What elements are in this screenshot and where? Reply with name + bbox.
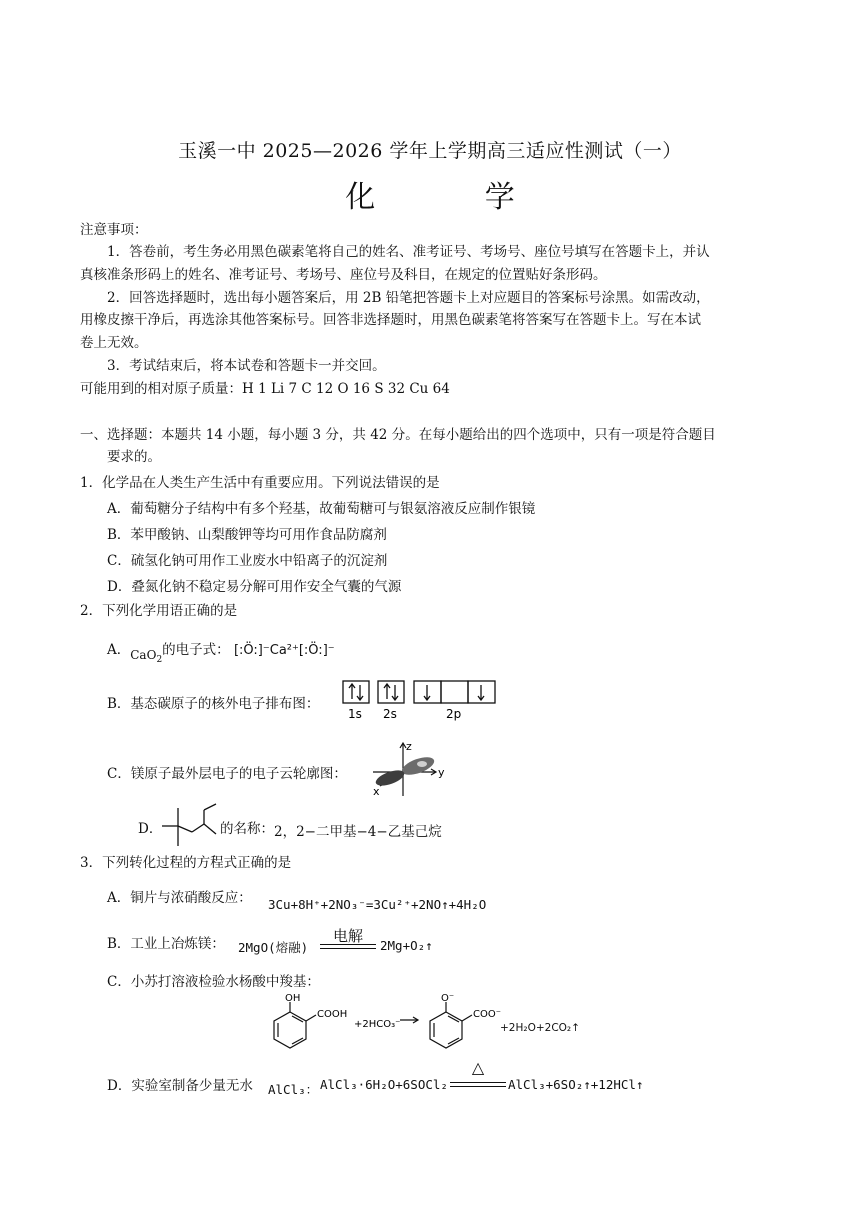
q2-d-name: 2，2−二甲基−4−乙基己烷 bbox=[274, 824, 442, 840]
q2-option-b bbox=[107, 692, 319, 712]
product-phenoxide-label: O⁻ bbox=[441, 993, 455, 1004]
section-intro-a: 一、选择题：本题共 14 小题，每小题 3 分，共 42 分。在每小题给出的四个选项中，只有一项是符合题目 bbox=[80, 427, 716, 443]
q1-option-d: D．叠氮化钠不稳定易分解可用作安全气囊的气源 bbox=[107, 579, 402, 595]
q3-option-b-label: B．工业上冶炼镁： bbox=[107, 936, 225, 952]
orbital-diagram bbox=[340, 678, 500, 722]
q2-option-a bbox=[107, 638, 335, 665]
exam-title: 玉溪一中 2025—2026 学年上学期高三适应性测试（一） bbox=[178, 140, 682, 162]
subject-title: 化 学 bbox=[345, 180, 565, 215]
q2-option-d bbox=[220, 817, 442, 840]
note-2a: 2．回答选择题时，选出每小题答案后，用 2B 铅笔把答题卡上对应题目的答案标号涂黑。如需改动， bbox=[107, 290, 710, 306]
equilibrium-line-top bbox=[320, 944, 376, 945]
skeletal-formula-structure bbox=[158, 802, 220, 848]
q2-option-c bbox=[107, 762, 347, 782]
q3-option-a-equation: 3Cu+8H⁺+2NO₃⁻=3Cu²⁺+2NO↑+4H₂O bbox=[268, 897, 487, 912]
q2-option-d-prefix: D． bbox=[138, 821, 163, 837]
note-2b: 用橡皮擦干净后，再选涂其他答案标号。回答非选择题时，用黑色碳素笔将答案写在答题卡上。写在本试 bbox=[80, 312, 701, 328]
orbital-1s-label: 1s bbox=[348, 707, 362, 721]
notes-heading: 注意事项： bbox=[80, 222, 148, 238]
reactant-cooh-label: COOH bbox=[317, 1009, 348, 1020]
q3-stem: 3．下列转化过程的方程式正确的是 bbox=[80, 855, 292, 871]
q3-option-b-left: 2MgO(熔融) bbox=[238, 940, 309, 955]
note-2c: 卷上无效。 bbox=[80, 335, 148, 351]
salicylic-acid-equation bbox=[260, 992, 520, 1058]
electron-dot-structure: [:Ö:]⁻Ca²⁺[:Ö:]⁻ bbox=[233, 643, 335, 658]
q1-option-b: B．苯甲酸钠、山梨酸钾等均可用作食品防腐剂 bbox=[107, 527, 387, 543]
reactant-oh-label: OH bbox=[285, 993, 301, 1004]
equilibrium-line-top-d bbox=[450, 1082, 506, 1083]
note-3: 3．考试结束后，将本试卷和答题卡一并交回。 bbox=[107, 358, 386, 374]
q2-a-label: 的电子式： bbox=[162, 642, 230, 658]
q2-a-prefix: A． bbox=[107, 642, 131, 658]
equilibrium-line-bottom bbox=[320, 948, 376, 949]
q3-c-products: +2H₂O+2CO₂↑ bbox=[500, 1022, 580, 1034]
q3-option-d-left: AlCl₃·6H₂O+6SOCl₂ bbox=[320, 1077, 448, 1092]
axis-y-label: y bbox=[438, 766, 445, 779]
q3-option-d-right: AlCl₃+6SO₂↑+12HCl↑ bbox=[508, 1077, 644, 1092]
section-intro-b: 要求的。 bbox=[107, 449, 161, 465]
q3-option-d-target: AlCl₃： bbox=[268, 1082, 319, 1097]
q2-b-label: B．基态碳原子的核外电子排布图： bbox=[107, 696, 320, 712]
q3-option-c-label: C．小苏打溶液检验水杨酸中羧基： bbox=[107, 974, 320, 990]
orbital-2s-label: 2s bbox=[383, 707, 397, 721]
q3-option-d-label: D．实验室制备少量无水 bbox=[107, 1078, 253, 1094]
q1-option-c: C．硫氢化钠可用作工业废水中铅离子的沉淀剂 bbox=[107, 553, 388, 569]
reagent-bicarbonate: +2HCO₃⁻ bbox=[354, 1019, 401, 1030]
q3-b-condition: 电解 bbox=[332, 927, 363, 945]
note-1a: 1．答卷前，考生务必用黑色碳素笔将自己的姓名、准考证号、考场号、座位号填写在答题卡上，并认 bbox=[107, 244, 710, 260]
axis-z-label: z bbox=[406, 740, 412, 753]
equilibrium-line-bottom-d bbox=[450, 1086, 506, 1087]
q2-d-label: 的名称： bbox=[220, 821, 274, 837]
q3-d-condition-heat-icon: △ bbox=[471, 1058, 485, 1077]
q2-c-label: C．镁原子最外层电子的电子云轮廓图： bbox=[107, 766, 347, 782]
q3-option-a-label: A．铜片与浓硝酸反应： bbox=[107, 890, 252, 906]
q2-stem: 2．下列化学用语正确的是 bbox=[80, 603, 238, 619]
q2-a-formula: CaO$_2$ bbox=[130, 648, 163, 665]
orbital-2p-label: 2p bbox=[446, 707, 462, 721]
electron-cloud-diagram bbox=[368, 738, 458, 800]
note-1b: 真核准条形码上的姓名、准考证号、考场号、座位号及科目，在规定的位置贴好条形码。 bbox=[80, 267, 607, 283]
q3-option-b-right: 2Mg+O₂↑ bbox=[380, 938, 433, 953]
q1-stem: 1．化学品在人类生产生活中有重要应用。下列说法错误的是 bbox=[80, 475, 440, 491]
axis-x-label: x bbox=[373, 785, 380, 798]
q1-option-a: A．葡萄糖分子结构中有多个羟基，故葡萄糖可与银氨溶液反应制作银镜 bbox=[107, 501, 536, 517]
product-carboxylate-label: COO⁻ bbox=[473, 1009, 502, 1020]
atomic-masses: 可能用到的相对原子质量：H 1 Li 7 C 12 O 16 S 32 Cu 64 bbox=[80, 381, 450, 397]
